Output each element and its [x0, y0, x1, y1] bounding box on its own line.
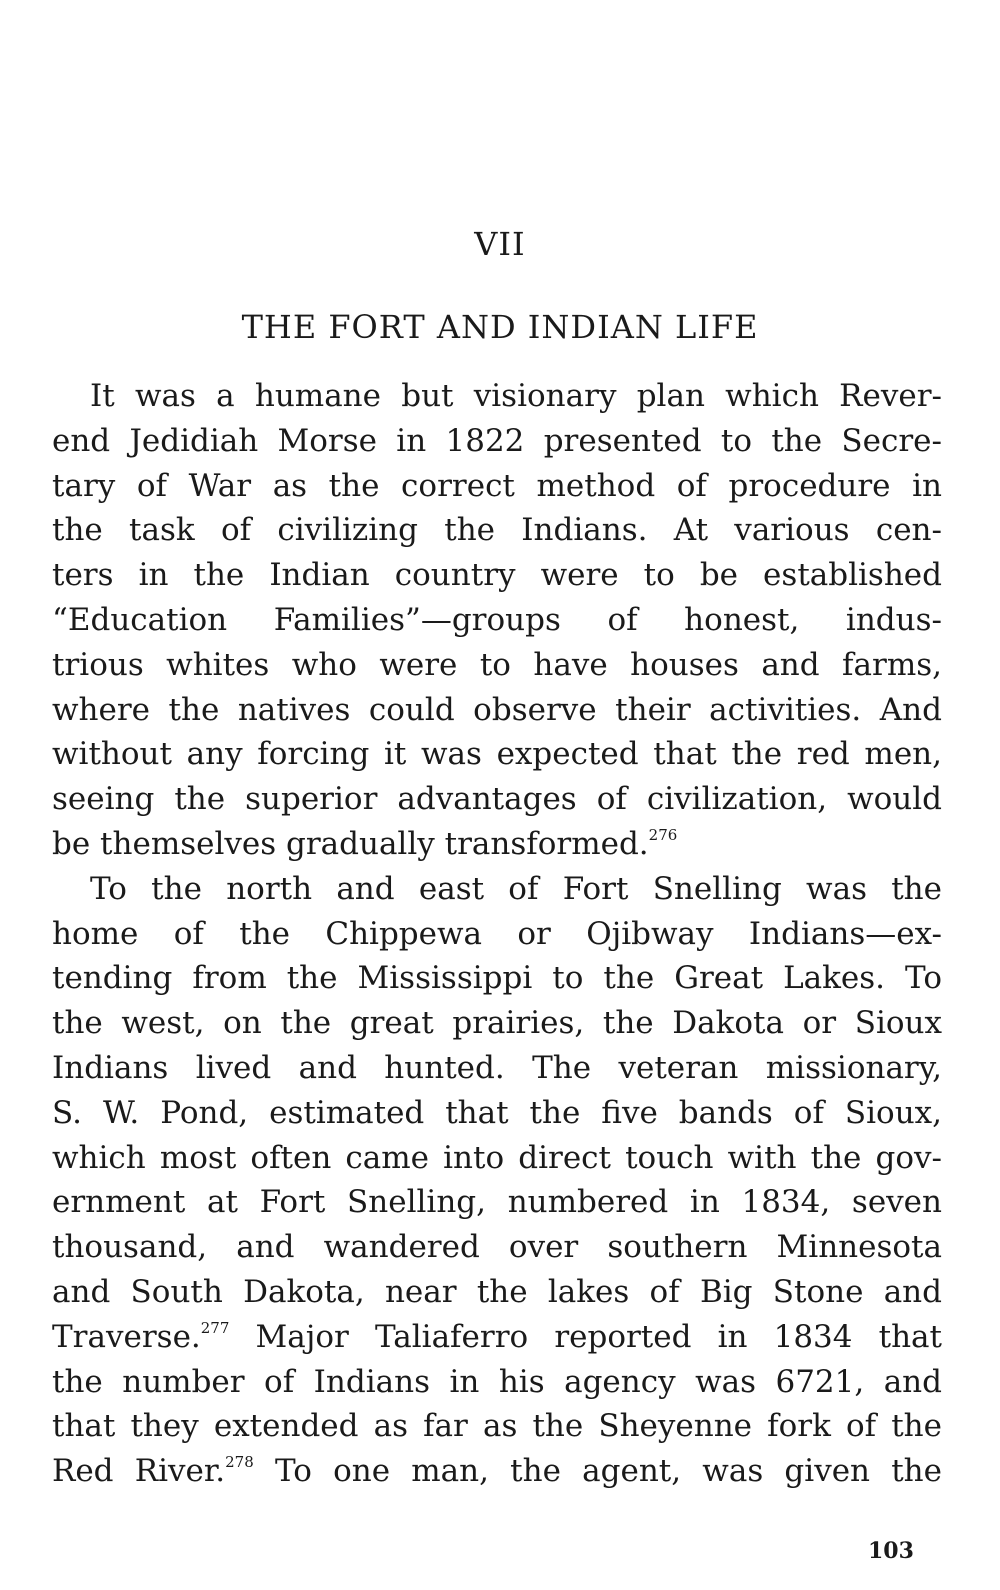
text-line: without any forcing it was expected that the red men, [52, 736, 942, 773]
text-line: It was a humane but visionary plan which Rever- [90, 378, 942, 414]
text-line: where the natives could observe their activities. And [52, 691, 942, 728]
text-line: home of the Chippewa or Ojibway Indians—ex- [52, 915, 942, 952]
text-line: ters in the Indian country were to be established [52, 557, 942, 594]
text-line: ernment at Fort Snelling, numbered in 1834, seven [52, 1184, 942, 1221]
text-line: tary of War as the correct method of procedure in [52, 467, 942, 504]
chapter-number: VII [474, 225, 526, 263]
page-number: 103 [868, 1538, 914, 1564]
text-line: trious whites who were to have houses and farms, [52, 646, 942, 683]
text-line: Red River.$^{278}$ To one man, the agent, was given the [52, 1453, 942, 1490]
text-line: “Education Families”—groups of honest, indus- [52, 601, 942, 638]
text-line: end Jedidiah Morse in 1822 presented to the Secre- [52, 422, 942, 459]
paragraph [52, 867, 942, 1494]
text-line: which most often came into direct touch with the gov- [52, 1139, 942, 1176]
text-line: thousand, and wandered over southern Minnesota [52, 1229, 942, 1266]
text-line: tending from the Mississippi to the Great Lakes. To [52, 960, 942, 997]
paragraph [52, 374, 942, 867]
text-line: be themselves gradually transformed.$^{276}$ [52, 825, 678, 862]
footnote-marker: 277 [200, 1318, 230, 1337]
footnote-marker: 278 [225, 1453, 254, 1472]
chapter-title: THE FORT AND INDIAN LIFE [241, 308, 759, 346]
text-line: that they extended as far as the Sheyenne fork of the [52, 1408, 942, 1445]
text-line: the west, on the great prairies, the Dakota or Sioux [52, 1005, 942, 1042]
text-line: To the north and east of Fort Snelling was the [90, 870, 942, 907]
text-line: the task of civilizing the Indians. At various cen- [52, 512, 942, 549]
text-line: S. W. Pond, estimated that the five bands of Sioux, [52, 1094, 942, 1131]
text-line: the number of Indians in his agency was 6721, and [52, 1363, 942, 1400]
text-line: seeing the superior advantages of civilization, would [52, 781, 942, 818]
text-line: Indians lived and hunted. The veteran missionary, [52, 1049, 942, 1086]
body-text [52, 374, 942, 1494]
footnote-marker: 276 [648, 825, 678, 844]
text-line: and South Dakota, near the lakes of Big Stone and [52, 1273, 942, 1310]
text-line: Traverse.$^{277}$ Major Taliaferro reported in 1834 that [52, 1318, 942, 1355]
